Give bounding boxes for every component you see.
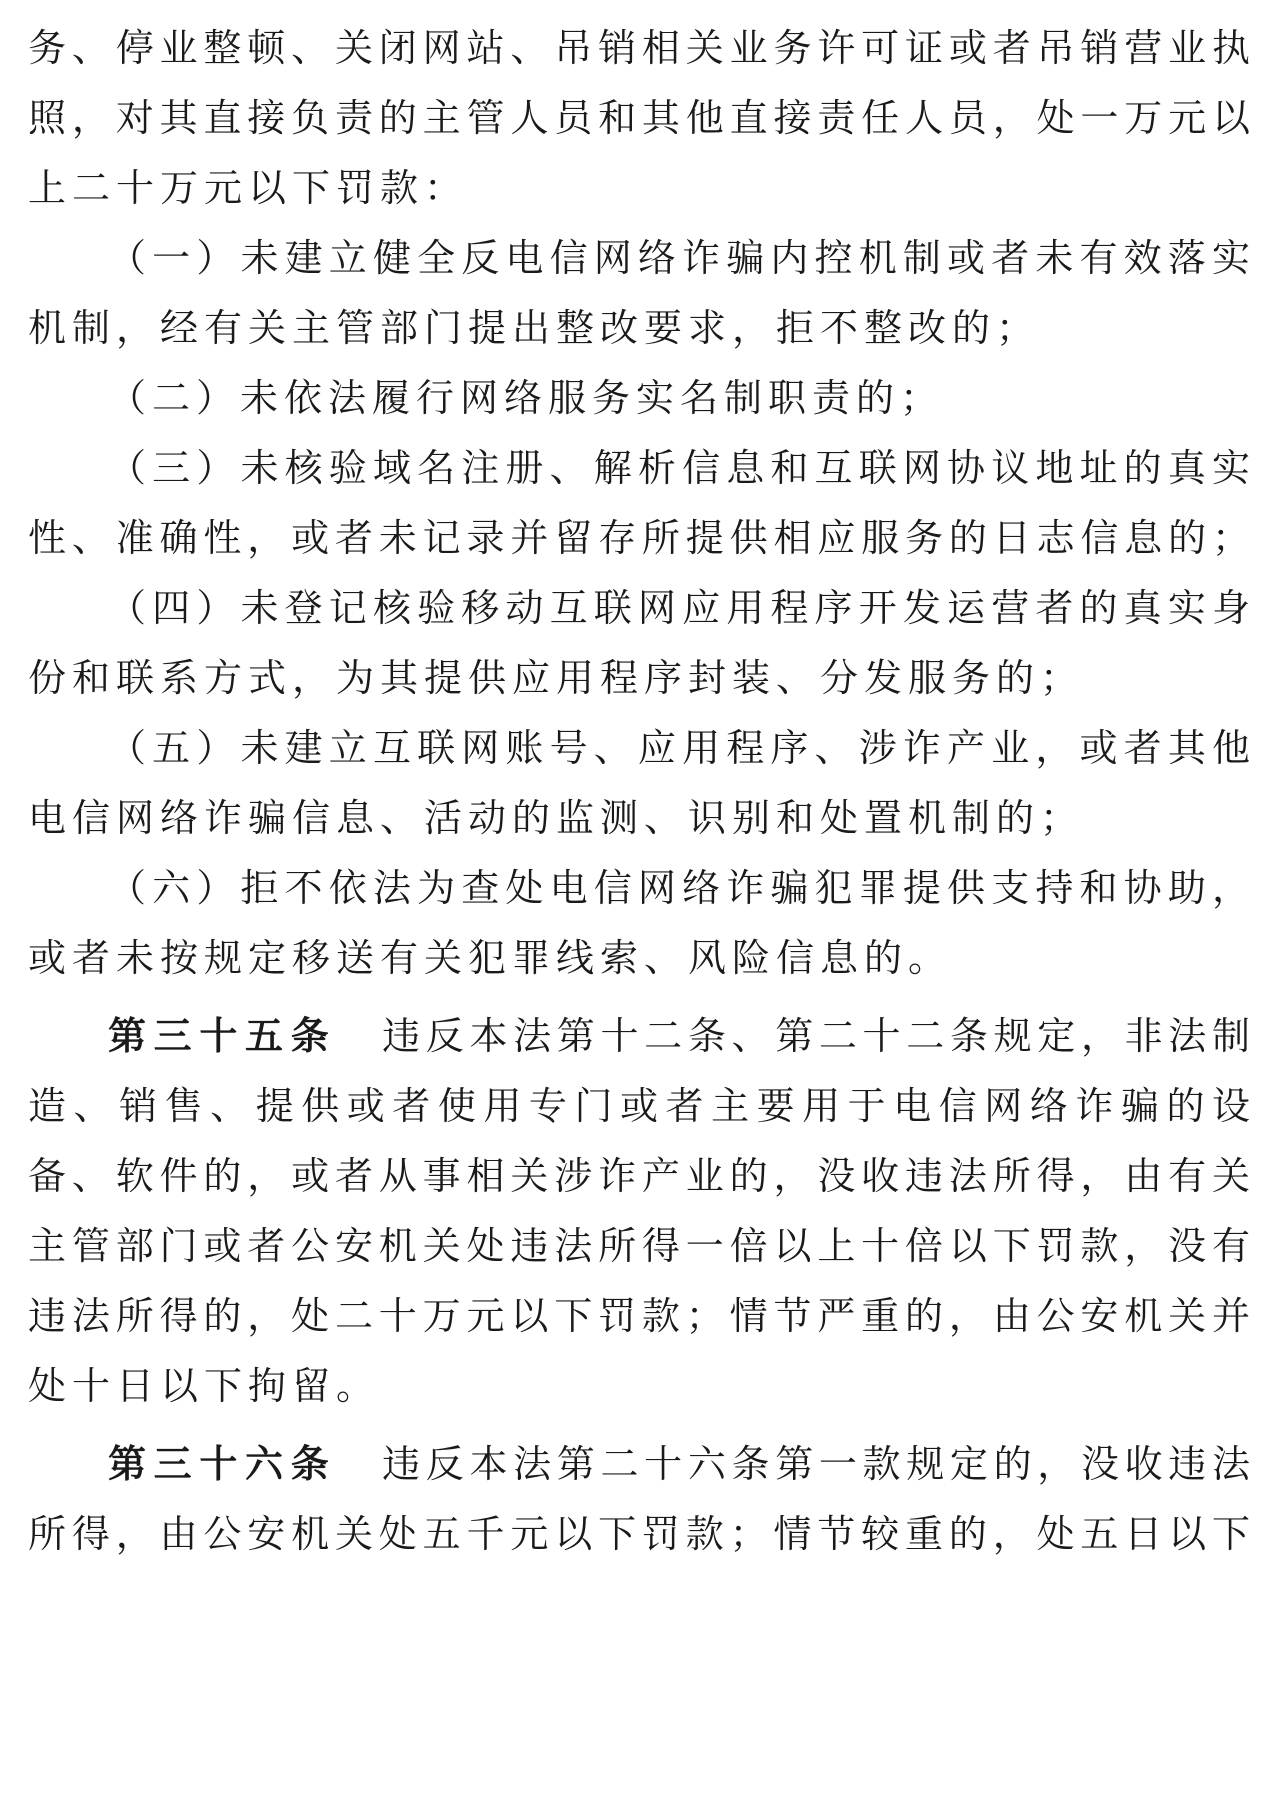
text-line: 务、停业整顿、关闭网站、吊销相关业务许可证或者吊销营业执	[28, 26, 1250, 70]
text-line: 所得，由公安机关处五千元以下罚款；情节较重的，处五日以下	[28, 1512, 1250, 1556]
text-line: 上二十万元以下罚款：	[28, 166, 469, 210]
text-line: 电信网络诈骗信息、活动的监测、识别和处置机制的；	[28, 796, 1085, 840]
article-heading: 第三十五条	[108, 1014, 337, 1058]
list-item-6: （六）拒不依法为查处电信网络诈骗犯罪提供支持和协助，	[108, 866, 1250, 910]
list-item-3: （三）未核验域名注册、解析信息和互联网协议地址的真实	[108, 446, 1250, 490]
text-line: 份和联系方式，为其提供应用程序封装、分发服务的；	[28, 656, 1085, 700]
article-heading: 第三十六条	[108, 1442, 337, 1486]
text-line: 主管部门或者公安机关处违法所得一倍以上十倍以下罚款，没有	[28, 1224, 1250, 1268]
article-35-first-line: 第三十五条 违反本法第十二条、第二十二条规定，非法制	[108, 1014, 1250, 1058]
text-line: 性、准确性，或者未记录并留存所提供相应服务的日志信息的；	[28, 516, 1250, 560]
text-line: 照，对其直接负责的主管人员和其他直接责任人员，处一万元以	[28, 96, 1250, 140]
article-36-first-line: 第三十六条 违反本法第二十六条第一款规定的，没收违法	[108, 1442, 1250, 1486]
list-item-2: （二）未依法履行网络服务实名制职责的；	[108, 376, 945, 420]
text-line: 或者未按规定移送有关犯罪线索、风险信息的。	[28, 936, 953, 980]
text-line: 机制，经有关主管部门提出整改要求，拒不整改的；	[28, 306, 1041, 350]
list-item-1: （一）未建立健全反电信网络诈骗内控机制或者未有效落实	[108, 236, 1250, 280]
text-line: 处十日以下拘留。	[28, 1364, 381, 1408]
text-line: 备、软件的，或者从事相关涉诈产业的，没收违法所得，由有关	[28, 1154, 1250, 1198]
list-item-5: （五）未建立互联网账号、应用程序、涉诈产业，或者其他	[108, 726, 1250, 770]
text-line: 违法所得的，处二十万元以下罚款；情节严重的，由公安机关并	[28, 1294, 1250, 1338]
text-line: 造、销售、提供或者使用专门或者主要用于电信网络诈骗的设	[28, 1084, 1250, 1128]
list-item-4: （四）未登记核验移动互联网应用程序开发运营者的真实身	[108, 586, 1250, 630]
